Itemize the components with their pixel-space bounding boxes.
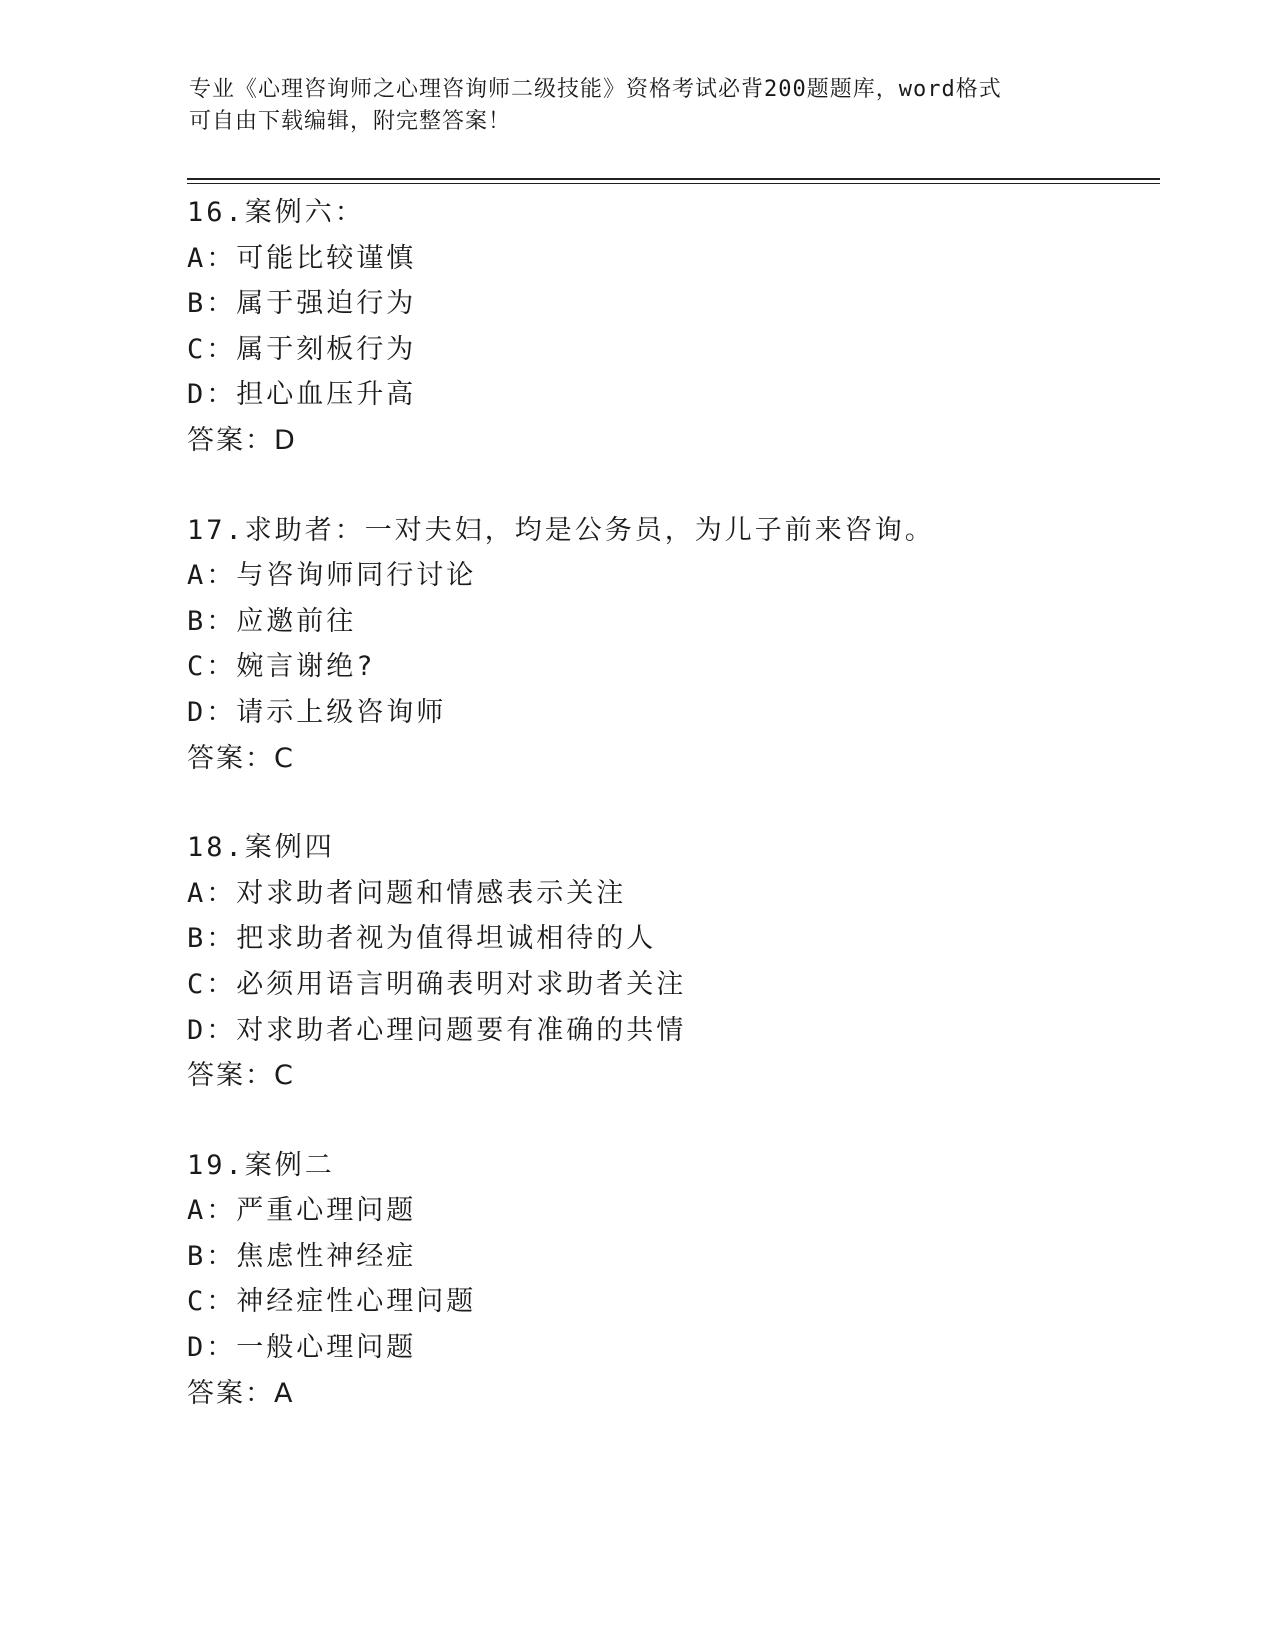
option-a: A：对求助者问题和情感表示关注 xyxy=(187,877,627,909)
document-header xyxy=(189,74,1069,138)
question-list xyxy=(187,190,1167,1416)
option-b: B：属于强迫行为 xyxy=(187,288,417,320)
question-16 xyxy=(187,190,1167,464)
question-stem: 16.案例六： xyxy=(187,197,365,228)
question-stem: 19.案例二 xyxy=(187,1149,335,1181)
option-c: C：神经症性心理问题 xyxy=(187,1286,477,1318)
answer-key: 答案：D xyxy=(187,424,297,456)
option-a: A：可能比较谨慎 xyxy=(187,242,417,274)
header-divider xyxy=(187,178,1160,184)
option-d: D：请示上级咨询师 xyxy=(187,696,447,728)
header-line-1: 专业《心理咨询师之心理咨询师二级技能》资格考试必背200题题库，word格式 xyxy=(189,77,1002,102)
option-a: A：严重心理问题 xyxy=(187,1195,417,1227)
question-17 xyxy=(187,508,1167,782)
answer-key: 答案：A xyxy=(187,1377,295,1409)
question-19 xyxy=(187,1143,1167,1417)
option-a: A：与咨询师同行讨论 xyxy=(187,560,477,592)
answer-key: 答案：C xyxy=(187,1060,295,1092)
option-c: C：婉言谢绝? xyxy=(187,651,376,683)
option-d: D：一般心理问题 xyxy=(187,1332,417,1364)
question-stem: 18.案例四 xyxy=(187,832,335,864)
option-d: D：担心血压升高 xyxy=(187,379,417,411)
option-b: B：焦虑性神经症 xyxy=(187,1240,417,1272)
question-stem: 17.求助者：一对夫妇，均是公务员，为儿子前来咨询。 xyxy=(187,514,935,546)
option-c: C：必须用语言明确表明对求助者关注 xyxy=(187,968,687,1000)
answer-key: 答案：C xyxy=(187,742,295,774)
option-b: B：应邀前往 xyxy=(187,605,357,637)
question-18 xyxy=(187,825,1167,1099)
option-c: C：属于刻板行为 xyxy=(187,333,417,365)
option-d: D：对求助者心理问题要有准确的共情 xyxy=(187,1014,687,1046)
option-b: B：把求助者视为值得坦诚相待的人 xyxy=(187,923,657,955)
header-line-2: 可自由下载编辑，附完整答案！ xyxy=(189,109,512,134)
